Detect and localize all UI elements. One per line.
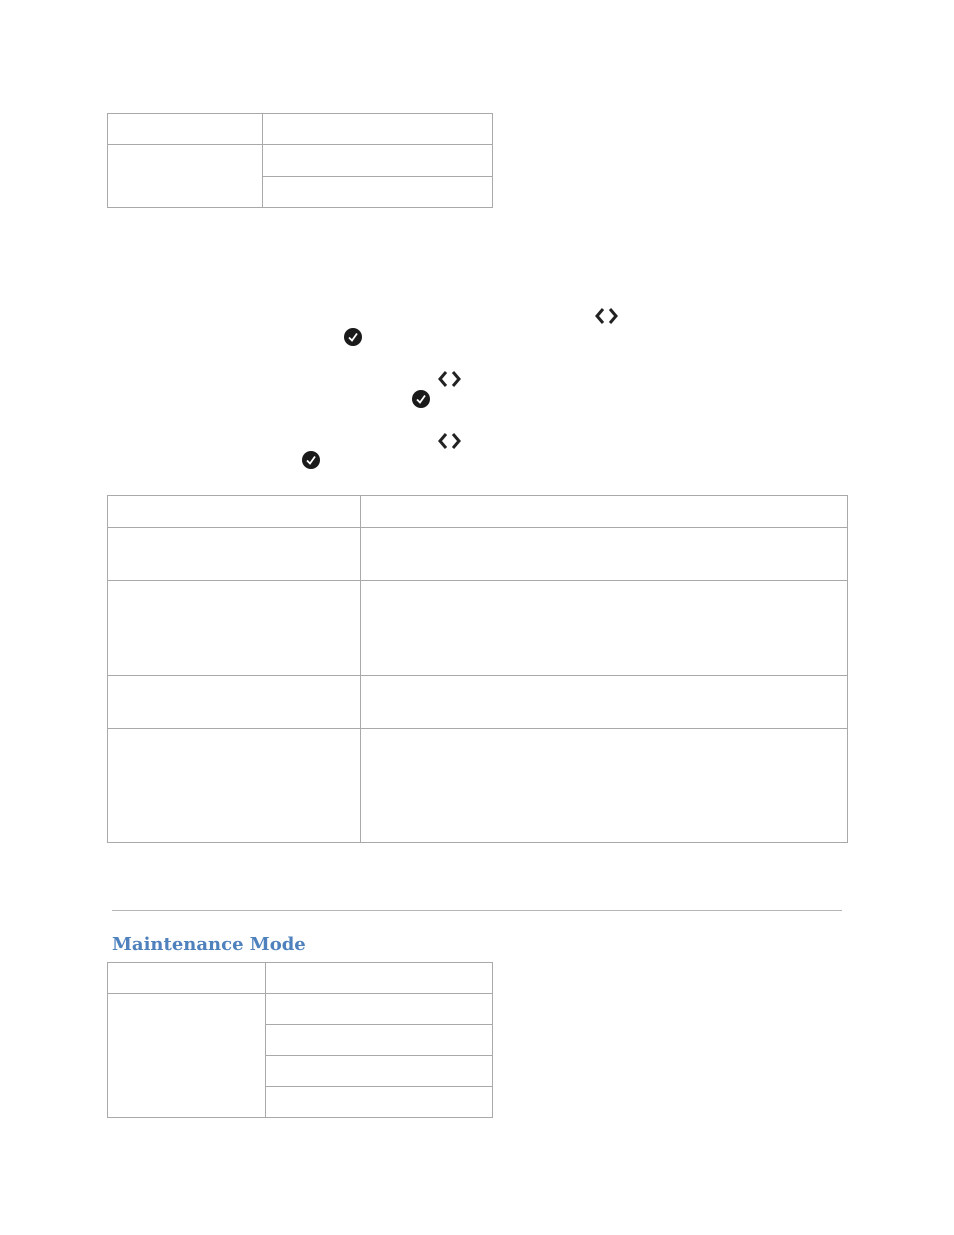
table-cell xyxy=(263,114,493,145)
table-cell xyxy=(266,963,493,994)
checkmark-button-icon xyxy=(412,390,430,408)
table-cell xyxy=(263,176,493,207)
section-divider xyxy=(112,910,842,911)
table-cell xyxy=(108,114,263,145)
table-cell xyxy=(361,581,848,676)
table-cell xyxy=(266,1056,493,1087)
left-right-arrows-icon xyxy=(436,369,464,389)
table-cell xyxy=(108,963,266,994)
left-right-arrows-icon xyxy=(436,431,464,451)
table-cell xyxy=(108,496,361,528)
table-cell xyxy=(108,528,361,581)
table-cell xyxy=(108,676,361,729)
table-cell xyxy=(266,994,493,1025)
table-cell xyxy=(266,1025,493,1056)
section-heading: Maintenance Mode xyxy=(112,934,306,955)
table-cell xyxy=(108,729,361,843)
left-right-arrows-icon xyxy=(593,306,621,326)
checkmark-button-icon xyxy=(344,328,362,346)
table-cell xyxy=(108,581,361,676)
table-cell xyxy=(361,528,848,581)
table-cell xyxy=(361,496,848,528)
table-cell xyxy=(361,676,848,729)
table-cell xyxy=(266,1087,493,1118)
table-cell xyxy=(263,145,493,176)
table-cell xyxy=(108,994,266,1118)
table-cell xyxy=(108,145,263,208)
settings-table-top xyxy=(107,113,493,208)
table-cell xyxy=(361,729,848,843)
checkmark-button-icon xyxy=(302,451,320,469)
options-table xyxy=(107,495,848,843)
maintenance-mode-table xyxy=(107,962,493,1118)
